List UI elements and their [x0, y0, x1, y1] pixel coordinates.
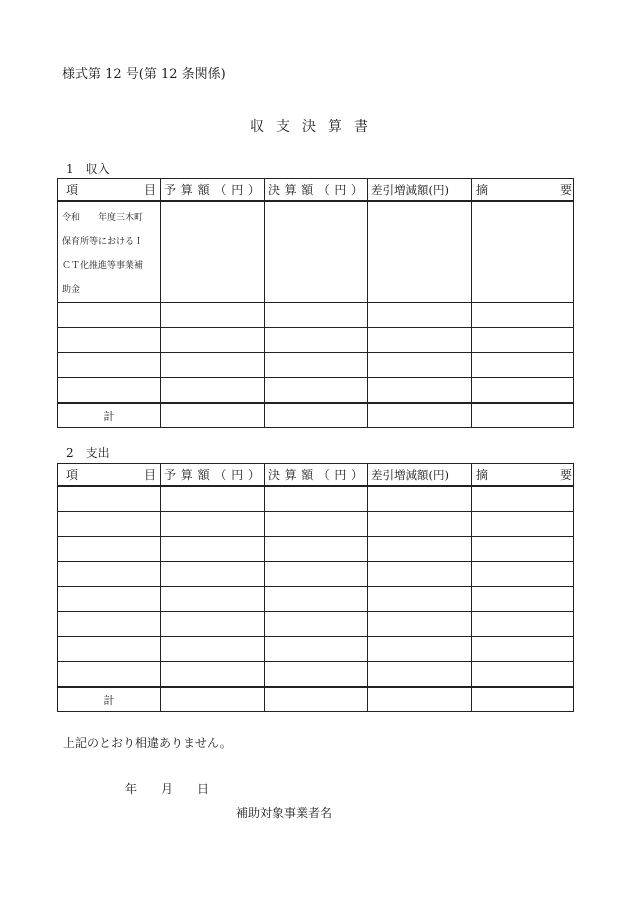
settlement-cell[interactable]	[265, 201, 368, 303]
header-settlement-label: 決算額（円）	[268, 183, 364, 197]
declaration-statement: 上記のとおり相違ありません。	[63, 736, 232, 750]
item-cell[interactable]	[58, 378, 161, 404]
difference-cell[interactable]	[368, 562, 472, 587]
table-row	[58, 562, 574, 587]
difference-cell[interactable]	[368, 328, 472, 353]
summary-cell[interactable]	[472, 378, 574, 404]
header-budget	[161, 179, 265, 202]
summary-cell[interactable]	[472, 662, 574, 688]
header-budget-label: 予算額（円）	[164, 468, 261, 482]
date-year: 年	[125, 782, 138, 796]
subsidy-line-2: 保育所等におけるＩ	[62, 237, 144, 247]
budget-cell[interactable]	[161, 612, 265, 637]
settlement-cell[interactable]	[265, 378, 368, 404]
settlement-cell[interactable]	[265, 562, 368, 587]
item-cell[interactable]	[58, 612, 161, 637]
document-title: 収支決算書	[250, 119, 380, 135]
table-row	[58, 378, 574, 404]
total-label-cell	[58, 687, 161, 712]
difference-cell[interactable]	[368, 486, 472, 512]
header-summary	[472, 179, 574, 202]
item-cell[interactable]	[58, 486, 161, 512]
summary-cell[interactable]	[472, 562, 574, 587]
expense-total-label: 計	[103, 693, 115, 707]
header-settlement-label: 決算額（円）	[268, 468, 364, 482]
summary-cell[interactable]	[472, 637, 574, 662]
settlement-cell[interactable]	[265, 662, 368, 688]
table-row	[58, 587, 574, 612]
settlement-cell[interactable]	[265, 637, 368, 662]
total-budget-cell[interactable]	[161, 403, 265, 428]
income-header-row	[58, 179, 574, 202]
total-settlement-cell[interactable]	[265, 403, 368, 428]
table-row	[58, 353, 574, 378]
header-settlement	[265, 464, 368, 487]
header-item	[58, 464, 161, 487]
income-total-row	[58, 403, 574, 428]
header-summary-char-1: 摘	[476, 183, 489, 197]
header-summary-char-1: 摘	[476, 468, 489, 482]
budget-cell[interactable]	[161, 378, 265, 404]
difference-cell[interactable]	[368, 201, 472, 303]
difference-cell[interactable]	[368, 587, 472, 612]
difference-cell[interactable]	[368, 612, 472, 637]
table-row	[58, 662, 574, 688]
settlement-cell[interactable]	[265, 512, 368, 537]
summary-cell[interactable]	[472, 612, 574, 637]
date-day: 日	[197, 782, 210, 796]
total-summary-cell[interactable]	[472, 403, 574, 428]
table-row	[58, 328, 574, 353]
difference-cell[interactable]	[368, 378, 472, 404]
item-cell[interactable]	[58, 587, 161, 612]
header-settlement	[265, 179, 368, 202]
difference-cell[interactable]	[368, 637, 472, 662]
settlement-cell[interactable]	[265, 612, 368, 637]
settlement-cell[interactable]	[265, 303, 368, 328]
table-row	[58, 637, 574, 662]
income-section-label: 1 収入	[66, 162, 110, 176]
total-difference-cell[interactable]	[368, 687, 472, 712]
header-summary	[472, 464, 574, 487]
header-budget-label: 予算額（円）	[164, 183, 261, 197]
difference-cell[interactable]	[368, 512, 472, 537]
expense-section-label: 2 支出	[66, 446, 110, 460]
header-item-char-2: 目	[143, 468, 156, 482]
difference-cell[interactable]	[368, 537, 472, 562]
budget-cell[interactable]	[161, 512, 265, 537]
item-cell[interactable]	[58, 562, 161, 587]
budget-cell[interactable]	[161, 637, 265, 662]
item-cell[interactable]	[58, 637, 161, 662]
subsidy-line-3: ＣＴ化推進等事業補	[62, 261, 144, 271]
income-total-label: 計	[103, 409, 115, 423]
total-label-cell	[58, 403, 161, 428]
budget-cell[interactable]	[161, 562, 265, 587]
difference-cell[interactable]	[368, 662, 472, 688]
header-summary-char-2: 要	[559, 183, 572, 197]
budget-cell[interactable]	[161, 303, 265, 328]
income-subsidy-row	[58, 201, 574, 303]
header-item	[58, 179, 161, 202]
summary-cell[interactable]	[472, 587, 574, 612]
item-cell[interactable]	[58, 537, 161, 562]
table-row	[58, 612, 574, 637]
expense-table	[57, 463, 574, 712]
settlement-cell[interactable]	[265, 486, 368, 512]
summary-cell[interactable]	[472, 328, 574, 353]
settlement-cell[interactable]	[265, 587, 368, 612]
budget-cell[interactable]	[161, 662, 265, 688]
summary-cell[interactable]	[472, 201, 574, 303]
subsidy-line-1: 令和 年度三木町	[62, 213, 144, 223]
budget-cell[interactable]	[161, 587, 265, 612]
item-cell[interactable]	[58, 303, 161, 328]
table-row	[58, 512, 574, 537]
income-table	[57, 178, 574, 428]
date-month: 月	[161, 782, 174, 796]
header-item-char-1: 項	[66, 183, 79, 197]
header-budget	[161, 464, 265, 487]
difference-cell[interactable]	[368, 353, 472, 378]
date-line	[125, 780, 209, 797]
table-row	[58, 537, 574, 562]
item-cell[interactable]	[58, 662, 161, 688]
settlement-cell[interactable]	[265, 353, 368, 378]
header-difference	[368, 179, 472, 202]
subsidy-line-4: 助金	[62, 285, 81, 295]
summary-cell[interactable]	[472, 486, 574, 512]
table-row	[58, 303, 574, 328]
settlement-cell[interactable]	[265, 537, 368, 562]
form-number: 様式第 12 号(第 12 条関係)	[62, 67, 226, 82]
header-difference	[368, 464, 472, 487]
budget-cell[interactable]	[161, 537, 265, 562]
header-difference-label: 差引増減額(円)	[371, 182, 449, 197]
expense-total-row	[58, 687, 574, 712]
item-cell[interactable]	[58, 328, 161, 353]
applicant-name-label: 補助対象事業者名	[236, 806, 333, 820]
item-cell[interactable]	[58, 353, 161, 378]
difference-cell[interactable]	[368, 303, 472, 328]
summary-cell[interactable]	[472, 353, 574, 378]
header-difference-label: 差引増減額(円)	[371, 467, 449, 482]
total-summary-cell[interactable]	[472, 687, 574, 712]
header-item-char-2: 目	[143, 183, 156, 197]
total-difference-cell[interactable]	[368, 403, 472, 428]
header-item-char-1: 項	[66, 468, 79, 482]
table-row	[58, 486, 574, 512]
total-settlement-cell[interactable]	[265, 687, 368, 712]
header-summary-char-2: 要	[559, 468, 572, 482]
budget-cell[interactable]	[161, 486, 265, 512]
summary-cell[interactable]	[472, 537, 574, 562]
budget-cell[interactable]	[161, 201, 265, 303]
total-budget-cell[interactable]	[161, 687, 265, 712]
expense-header-row	[58, 464, 574, 487]
budget-cell[interactable]	[161, 328, 265, 353]
summary-cell[interactable]	[472, 512, 574, 537]
item-cell[interactable]	[58, 512, 161, 537]
settlement-cell[interactable]	[265, 328, 368, 353]
subsidy-item-cell	[58, 201, 161, 303]
summary-cell[interactable]	[472, 303, 574, 328]
budget-cell[interactable]	[161, 353, 265, 378]
